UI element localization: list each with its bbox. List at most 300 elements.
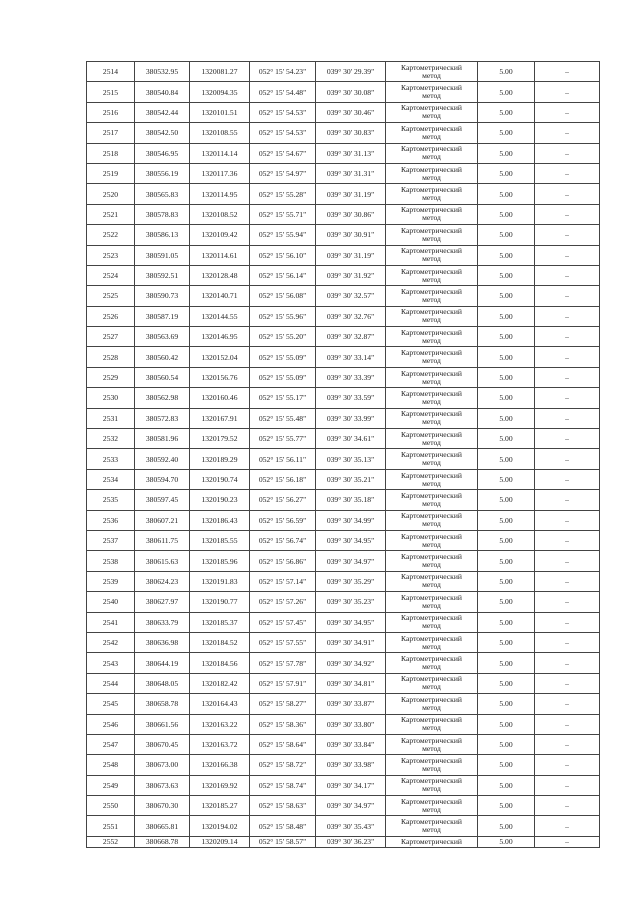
point-number-cell: 2526 [87,306,135,326]
point-number-cell: 2515 [87,82,135,102]
method-line-1: Картометрический [401,205,462,215]
longitude-cell: 039° 30' 35.23" [316,592,386,612]
x-coordinate-cell: 380668.78 [135,836,190,847]
accuracy-cell: 5.00 [478,265,535,285]
latitude-cell: 052° 15' 56.86" [250,551,316,571]
x-coordinate-cell: 380661.56 [135,714,190,734]
longitude-cell: 039° 30' 33.99" [316,408,386,428]
method-line-1: Картометрический [401,613,462,623]
y-coordinate-cell: 1320128.48 [190,265,250,285]
method-line-2: метод [422,498,441,508]
longitude-cell: 039° 30' 30.83" [316,123,386,143]
x-coordinate-cell: 380592.40 [135,449,190,469]
method-line-2: метод [422,682,441,692]
note-cell: – [535,225,600,245]
note-cell: – [535,143,600,163]
table-row [87,163,600,183]
x-coordinate-cell: 380565.83 [135,184,190,204]
method-line-1: Картометрический [401,836,462,846]
method-line-2: метод [422,315,441,325]
method-line-1: Картометрический [401,164,462,174]
x-coordinate-cell: 380546.95 [135,143,190,163]
table-row [87,714,600,734]
x-coordinate-cell: 380590.73 [135,286,190,306]
longitude-cell: 039° 30' 33.39" [316,367,386,387]
method-line-2: метод [422,784,441,794]
note-cell: – [535,836,600,847]
longitude-cell: 039° 30' 35.43" [316,816,386,836]
latitude-cell: 052° 15' 56.10" [250,245,316,265]
accuracy-cell: 5.00 [478,82,535,102]
method-cell [386,796,478,816]
method-line-1: Картометрический [401,755,462,765]
accuracy-cell: 5.00 [478,775,535,795]
table-row [87,245,600,265]
method-line-1: Картометрический [401,450,462,460]
latitude-cell: 052° 15' 55.20" [250,327,316,347]
x-coordinate-cell: 380636.98 [135,632,190,652]
latitude-cell: 052° 15' 58.63" [250,796,316,816]
x-coordinate-cell: 380648.05 [135,673,190,693]
note-cell: – [535,592,600,612]
longitude-cell: 039° 30' 34.95" [316,530,386,550]
longitude-cell: 039° 30' 31.19" [316,184,386,204]
note-cell: – [535,796,600,816]
y-coordinate-cell: 1320179.52 [190,429,250,449]
point-number-cell: 2545 [87,694,135,714]
latitude-cell: 052° 15' 58.27" [250,694,316,714]
table-row [87,143,600,163]
latitude-cell: 052° 15' 54.53" [250,102,316,122]
table-row [87,796,600,816]
method-line-1: Картометрический [401,103,462,113]
y-coordinate-cell: 1320117.36 [190,163,250,183]
y-coordinate-cell: 1320144.55 [190,306,250,326]
table-row [87,286,600,306]
y-coordinate-cell: 1320191.83 [190,571,250,591]
method-cell [386,530,478,550]
x-coordinate-cell: 380658.78 [135,694,190,714]
x-coordinate-cell: 380542.44 [135,102,190,122]
table-row [87,347,600,367]
method-line-2: метод [422,111,441,121]
method-line-2: метод [422,376,441,386]
x-coordinate-cell: 380673.00 [135,755,190,775]
method-cell [386,347,478,367]
accuracy-cell: 5.00 [478,123,535,143]
method-line-2: метод [422,233,441,243]
note-cell: – [535,551,600,571]
y-coordinate-cell: 1320167.91 [190,408,250,428]
accuracy-cell: 5.00 [478,367,535,387]
note-cell: – [535,775,600,795]
x-coordinate-cell: 380540.84 [135,82,190,102]
point-number-cell: 2551 [87,816,135,836]
point-number-cell: 2528 [87,347,135,367]
method-line-2: метод [422,804,441,814]
point-number-cell: 2536 [87,510,135,530]
y-coordinate-cell: 1320185.96 [190,551,250,571]
method-line-2: метод [422,478,441,488]
longitude-cell: 039° 30' 31.19" [316,245,386,265]
method-cell [386,327,478,347]
y-coordinate-cell: 1320185.37 [190,612,250,632]
table-row [87,204,600,224]
method-line-2: метод [422,356,441,366]
note-cell: – [535,367,600,387]
method-line-2: метод [422,600,441,610]
point-number-cell: 2548 [87,755,135,775]
point-number-cell: 2549 [87,775,135,795]
x-coordinate-cell: 380624.23 [135,571,190,591]
method-line-1: Картометрический [401,409,462,419]
note-cell: – [535,653,600,673]
accuracy-cell: 5.00 [478,734,535,754]
note-cell: – [535,62,600,82]
latitude-cell: 052° 15' 54.23" [250,62,316,82]
method-line-2: метод [422,519,441,529]
accuracy-cell: 5.00 [478,388,535,408]
longitude-cell: 039° 30' 30.91" [316,225,386,245]
y-coordinate-cell: 1320081.27 [190,62,250,82]
y-coordinate-cell: 1320194.02 [190,816,250,836]
accuracy-cell: 5.00 [478,449,535,469]
table-row [87,184,600,204]
latitude-cell: 052° 15' 55.09" [250,347,316,367]
point-number-cell: 2517 [87,123,135,143]
latitude-cell: 052° 15' 57.14" [250,571,316,591]
latitude-cell: 052° 15' 56.27" [250,490,316,510]
y-coordinate-cell: 1320156.76 [190,367,250,387]
method-cell [386,816,478,836]
note-cell: – [535,82,600,102]
point-number-cell: 2539 [87,571,135,591]
longitude-cell: 039° 30' 34.61" [316,429,386,449]
method-line-2: метод [422,702,441,712]
latitude-cell: 052° 15' 58.64" [250,734,316,754]
method-line-1: Картометрический [401,531,462,541]
table-row [87,367,600,387]
table-row [87,449,600,469]
y-coordinate-cell: 1320114.61 [190,245,250,265]
longitude-cell: 039° 30' 32.87" [316,327,386,347]
note-cell: – [535,632,600,652]
method-line-1: Картометрический [401,83,462,93]
method-line-2: метод [422,294,441,304]
method-cell [386,510,478,530]
note-cell: – [535,714,600,734]
method-cell [386,367,478,387]
y-coordinate-cell: 1320163.22 [190,714,250,734]
method-line-1: Картометрический [401,511,462,521]
method-line-1: Картометрический [401,490,462,500]
method-line-1: Картометрический [401,368,462,378]
longitude-cell: 039° 30' 33.80" [316,714,386,734]
latitude-cell: 052° 15' 58.36" [250,714,316,734]
method-cell [386,469,478,489]
method-line-2: метод [422,662,441,672]
point-number-cell: 2520 [87,184,135,204]
latitude-cell: 052° 15' 58.57" [250,836,316,847]
note-cell: – [535,184,600,204]
latitude-cell: 052° 15' 54.67" [250,143,316,163]
table-row [87,469,600,489]
y-coordinate-cell: 1320186.43 [190,510,250,530]
table-row [87,694,600,714]
accuracy-cell: 5.00 [478,347,535,367]
x-coordinate-cell: 380587.19 [135,306,190,326]
method-cell [386,775,478,795]
x-coordinate-cell: 380578.83 [135,204,190,224]
y-coordinate-cell: 1320164.43 [190,694,250,714]
latitude-cell: 052° 15' 55.17" [250,388,316,408]
method-line-1: Картометрический [401,817,462,827]
point-number-cell: 2534 [87,469,135,489]
x-coordinate-cell: 380563.69 [135,327,190,347]
method-cell [386,592,478,612]
point-number-cell: 2532 [87,429,135,449]
note-cell: – [535,530,600,550]
y-coordinate-cell: 1320190.77 [190,592,250,612]
x-coordinate-cell: 380562.98 [135,388,190,408]
longitude-cell: 039° 30' 34.99" [316,510,386,530]
x-coordinate-cell: 380673.63 [135,775,190,795]
method-cell [386,673,478,693]
note-cell: – [535,347,600,367]
method-line-2: метод [422,213,441,223]
table-row [87,408,600,428]
longitude-cell: 039° 30' 32.57" [316,286,386,306]
accuracy-cell: 5.00 [478,204,535,224]
method-cell [386,62,478,82]
latitude-cell: 052° 15' 58.48" [250,816,316,836]
point-number-cell: 2547 [87,734,135,754]
method-line-2: метод [422,193,441,203]
latitude-cell: 052° 15' 56.11" [250,449,316,469]
longitude-cell: 039° 30' 33.98" [316,755,386,775]
method-line-1: Картометрический [401,572,462,582]
latitude-cell: 052° 15' 58.72" [250,755,316,775]
latitude-cell: 052° 15' 57.45" [250,612,316,632]
note-cell: – [535,123,600,143]
method-line-1: Картометрический [401,674,462,684]
method-cell [386,388,478,408]
point-number-cell: 2525 [87,286,135,306]
accuracy-cell: 5.00 [478,592,535,612]
latitude-cell: 052° 15' 56.18" [250,469,316,489]
point-number-cell: 2527 [87,327,135,347]
method-line-2: метод [422,723,441,733]
table-row [87,653,600,673]
table-row [87,265,600,285]
method-cell [386,123,478,143]
y-coordinate-cell: 1320101.51 [190,102,250,122]
note-cell: – [535,204,600,224]
note-cell: – [535,490,600,510]
y-coordinate-cell: 1320184.52 [190,632,250,652]
method-line-1: Картометрический [401,246,462,256]
x-coordinate-cell: 380560.54 [135,367,190,387]
method-line-2: метод [422,335,441,345]
longitude-cell: 039° 30' 34.95" [316,612,386,632]
note-cell: – [535,102,600,122]
table-row [87,429,600,449]
longitude-cell: 039° 30' 35.18" [316,490,386,510]
method-line-1: Картометрический [401,735,462,745]
accuracy-cell: 5.00 [478,612,535,632]
method-cell [386,449,478,469]
x-coordinate-cell: 380572.83 [135,408,190,428]
table-row [87,388,600,408]
accuracy-cell: 5.00 [478,673,535,693]
method-cell [386,408,478,428]
note-cell: – [535,694,600,714]
latitude-cell: 052° 15' 57.91" [250,673,316,693]
method-line-1: Картометрический [401,796,462,806]
longitude-cell: 039° 30' 31.13" [316,143,386,163]
method-line-2: метод [422,274,441,284]
point-number-cell: 2544 [87,673,135,693]
y-coordinate-cell: 1320114.95 [190,184,250,204]
method-line-1: Картометрический [401,654,462,664]
longitude-cell: 039° 30' 35.21" [316,469,386,489]
note-cell: – [535,245,600,265]
note-cell: – [535,510,600,530]
point-number-cell: 2543 [87,653,135,673]
latitude-cell: 052° 15' 56.08" [250,286,316,306]
method-line-1: Картометрический [401,307,462,317]
y-coordinate-cell: 1320146.95 [190,327,250,347]
y-coordinate-cell: 1320140.71 [190,286,250,306]
method-cell [386,204,478,224]
accuracy-cell: 5.00 [478,694,535,714]
note-cell: – [535,755,600,775]
accuracy-cell: 5.00 [478,632,535,652]
table-row [87,225,600,245]
method-cell [386,225,478,245]
latitude-cell: 052° 15' 54.97" [250,163,316,183]
accuracy-cell: 5.00 [478,571,535,591]
longitude-cell: 039° 30' 34.92" [316,653,386,673]
method-cell [386,490,478,510]
method-line-2: метод [422,560,441,570]
longitude-cell: 039° 30' 30.08" [316,82,386,102]
method-line-1: Картометрический [401,185,462,195]
coordinates-table [86,61,600,848]
method-line-2: метод [422,621,441,631]
accuracy-cell: 5.00 [478,816,535,836]
latitude-cell: 052° 15' 57.26" [250,592,316,612]
longitude-cell: 039° 30' 30.86" [316,204,386,224]
point-number-cell: 2530 [87,388,135,408]
method-cell [386,265,478,285]
accuracy-cell: 5.00 [478,62,535,82]
table-row [87,816,600,836]
accuracy-cell: 5.00 [478,653,535,673]
point-number-cell: 2552 [87,836,135,847]
table-body [87,62,600,848]
method-line-1: Картометрический [401,715,462,725]
table-row [87,836,600,847]
note-cell: – [535,734,600,754]
x-coordinate-cell: 380581.96 [135,429,190,449]
x-coordinate-cell: 380627.97 [135,592,190,612]
longitude-cell: 039° 30' 33.14" [316,347,386,367]
table-row [87,755,600,775]
accuracy-cell: 5.00 [478,408,535,428]
method-line-2: метод [422,539,441,549]
accuracy-cell: 5.00 [478,163,535,183]
longitude-cell: 039° 30' 34.91" [316,632,386,652]
method-line-1: Картометрический [401,552,462,562]
table-row [87,734,600,754]
method-line-2: метод [422,70,441,80]
method-line-1: Картометрический [401,776,462,786]
latitude-cell: 052° 15' 55.28" [250,184,316,204]
accuracy-cell: 5.00 [478,184,535,204]
method-line-1: Картометрический [401,62,462,72]
x-coordinate-cell: 380665.81 [135,816,190,836]
note-cell: – [535,673,600,693]
latitude-cell: 052° 15' 55.71" [250,204,316,224]
method-line-2: метод [422,396,441,406]
accuracy-cell: 5.00 [478,469,535,489]
method-line-2: метод [422,580,441,590]
table-row [87,571,600,591]
note-cell: – [535,327,600,347]
longitude-cell: 039° 30' 34.97" [316,551,386,571]
accuracy-cell: 5.00 [478,327,535,347]
y-coordinate-cell: 1320094.35 [190,82,250,102]
accuracy-cell: 5.00 [478,530,535,550]
point-number-cell: 2538 [87,551,135,571]
method-line-1: Картометрический [401,266,462,276]
table-row [87,490,600,510]
method-cell [386,612,478,632]
x-coordinate-cell: 380591.05 [135,245,190,265]
point-number-cell: 2550 [87,796,135,816]
y-coordinate-cell: 1320182.42 [190,673,250,693]
x-coordinate-cell: 380607.21 [135,510,190,530]
longitude-cell: 039° 30' 33.87" [316,694,386,714]
method-cell [386,184,478,204]
y-coordinate-cell: 1320152.04 [190,347,250,367]
point-number-cell: 2535 [87,490,135,510]
x-coordinate-cell: 380586.13 [135,225,190,245]
y-coordinate-cell: 1320163.72 [190,734,250,754]
y-coordinate-cell: 1320160.46 [190,388,250,408]
table-row [87,673,600,693]
point-number-cell: 2533 [87,449,135,469]
note-cell: – [535,265,600,285]
y-coordinate-cell: 1320185.55 [190,530,250,550]
accuracy-cell: 5.00 [478,836,535,847]
method-line-2: метод [422,763,441,773]
accuracy-cell: 5.00 [478,225,535,245]
method-line-2: метод [422,437,441,447]
x-coordinate-cell: 380644.19 [135,653,190,673]
point-number-cell: 2540 [87,592,135,612]
latitude-cell: 052° 15' 55.77" [250,429,316,449]
method-line-1: Картометрический [401,327,462,337]
method-cell [386,245,478,265]
accuracy-cell: 5.00 [478,306,535,326]
method-line-1: Картометрический [401,348,462,358]
note-cell: – [535,286,600,306]
method-cell [386,755,478,775]
y-coordinate-cell: 1320114.14 [190,143,250,163]
x-coordinate-cell: 380594.70 [135,469,190,489]
